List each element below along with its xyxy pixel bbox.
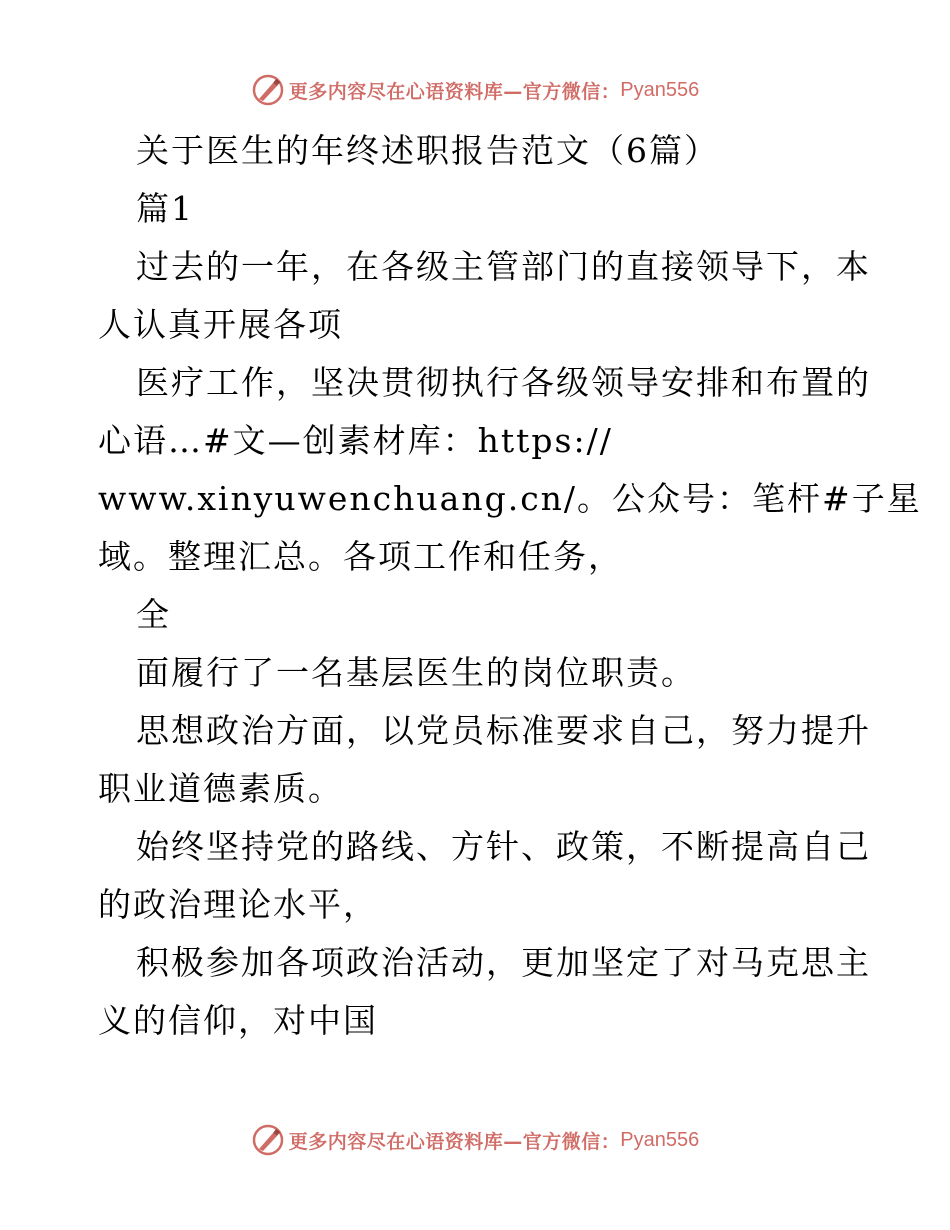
document-body: [98, 122, 922, 1050]
pen-logo-icon: [251, 73, 285, 107]
paragraph-line: www.xinyuwenchuang.cn/。公众号：笔杆#子星: [98, 479, 922, 518]
watermark-wechat-id: Pyan556: [620, 78, 700, 101]
paragraph-line: 面履行了一名基层医生的岗位职责。: [136, 653, 696, 692]
paragraph-line: 人认真开展各项: [98, 305, 343, 344]
watermark-text: 更多内容尽在心语资料库—官方微信：: [288, 1130, 621, 1153]
watermark-text: 更多内容尽在心语资料库—官方微信：: [288, 80, 621, 103]
paragraph-line: 思想政治方面，以党员标准要求自己，努力提升: [136, 711, 871, 750]
paragraph-line: 域。整理汇总。各项工作和任务，: [98, 537, 623, 576]
paragraph-line: 医疗工作，坚决贯彻执行各级领导安排和布置的: [136, 363, 871, 402]
paragraph-line: 过去的一年，在各级主管部门的直接领导下，本: [136, 247, 871, 286]
watermark-wechat-id: Pyan556: [620, 1128, 700, 1151]
paragraph-line: 全: [136, 595, 171, 634]
document-title: 关于医生的年终述职报告范文（6篇）: [136, 131, 719, 170]
paragraph-line: 积极参加各项政治活动，更加坚定了对马克思主: [136, 943, 871, 982]
paragraph-line: 始终坚持党的路线、方针、政策，不断提高自己: [136, 827, 871, 866]
paragraph-line: 的政治理论水平，: [98, 885, 378, 924]
pen-logo-icon: [251, 1123, 285, 1157]
section-heading: 篇1: [136, 189, 194, 228]
watermark-footer: [0, 1118, 950, 1162]
paragraph-line: 义的信仰，对中国: [98, 1001, 378, 1040]
paragraph-line: 职业道德素质。: [98, 769, 343, 808]
watermark-header: [0, 68, 950, 112]
paragraph-line: 心语…#文—创素材库：https://: [98, 421, 613, 460]
